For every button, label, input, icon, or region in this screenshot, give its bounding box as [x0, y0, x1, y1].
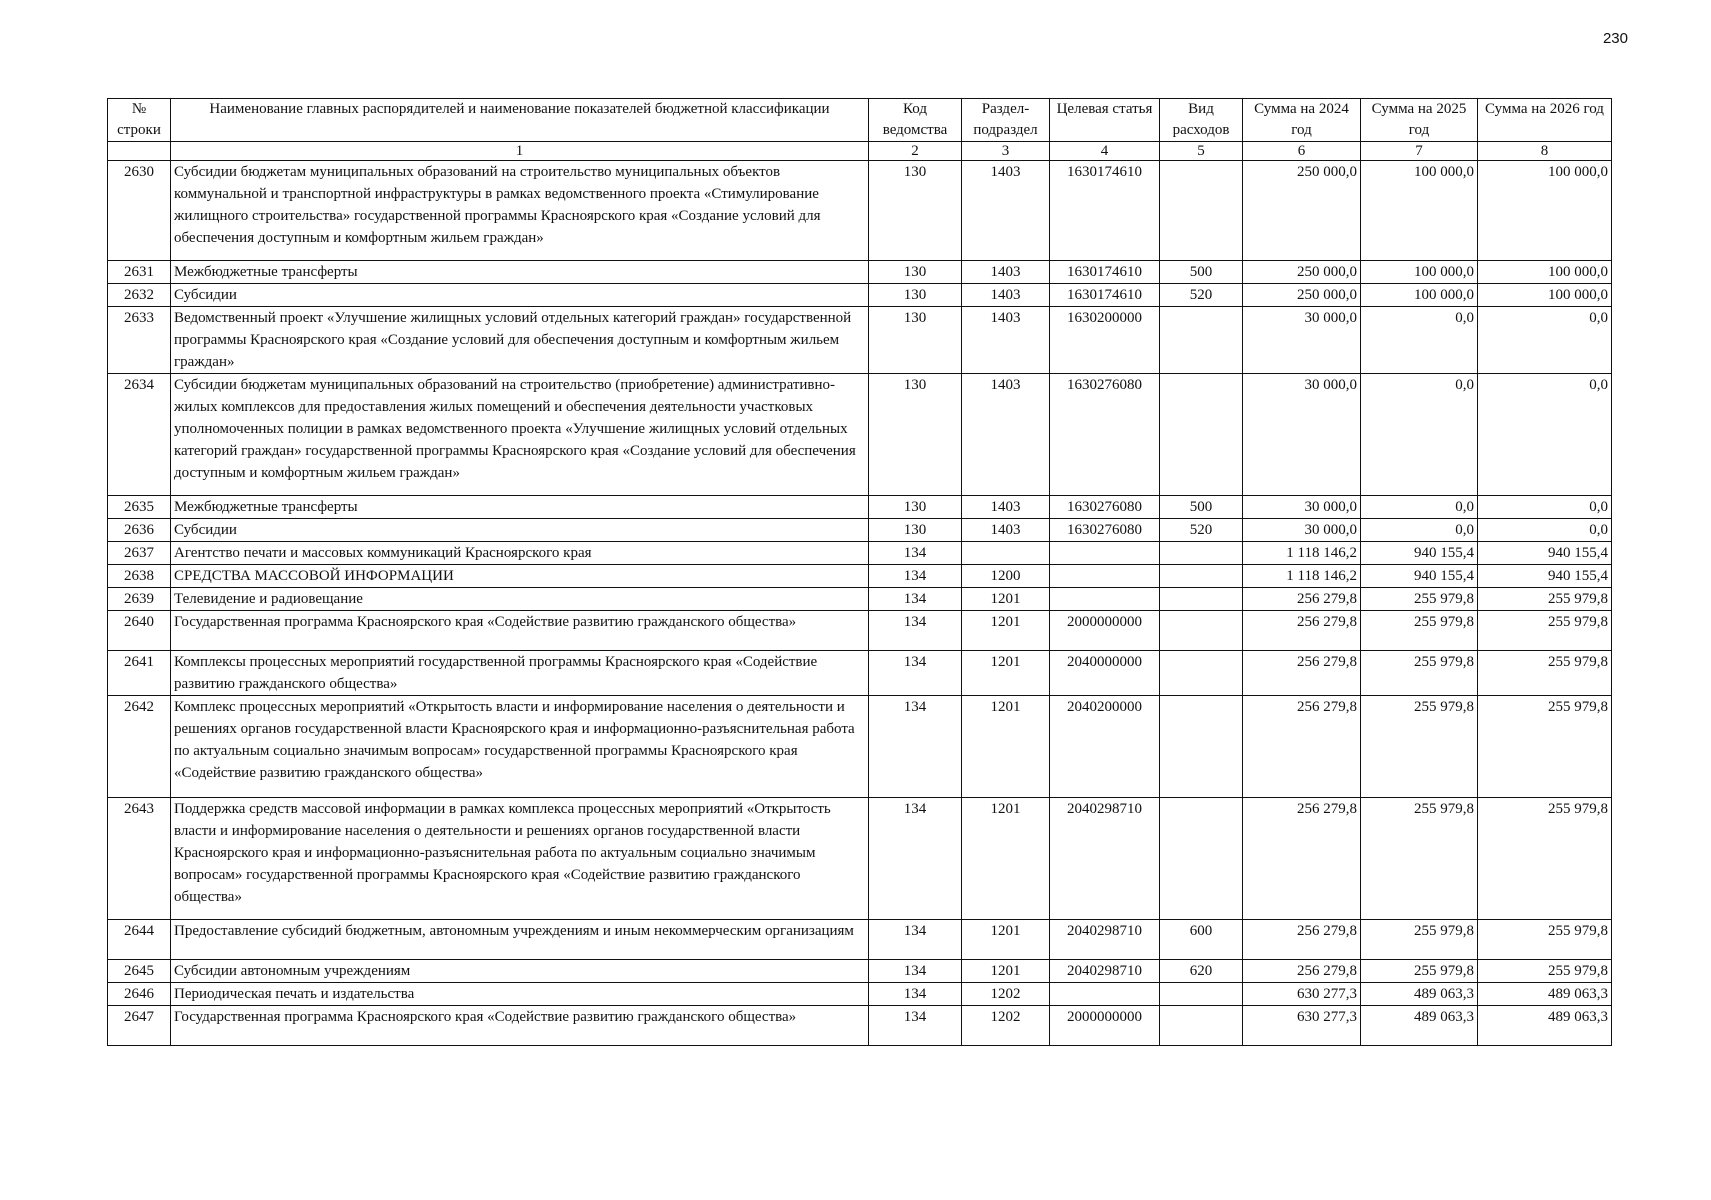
table-body — [108, 161, 1612, 1046]
expense-type: 520 — [1160, 519, 1243, 542]
expense-type — [1160, 696, 1243, 798]
target-article — [1050, 565, 1160, 588]
target-article: 2040200000 — [1050, 696, 1160, 798]
target-article: 2000000000 — [1050, 1006, 1160, 1046]
column-number — [108, 142, 171, 161]
dept-code: 134 — [869, 920, 962, 960]
table-row — [108, 519, 1612, 542]
dept-code: 130 — [869, 374, 962, 496]
row-number: 2631 — [108, 261, 171, 284]
sum-2024: 256 279,8 — [1243, 920, 1361, 960]
row-name: Государственная программа Красноярского края «Содействие развитию гражданского общества» — [171, 611, 869, 651]
expense-type — [1160, 307, 1243, 374]
expense-type: 620 — [1160, 960, 1243, 983]
row-number: 2632 — [108, 284, 171, 307]
sum-2025: 255 979,8 — [1361, 798, 1478, 920]
table-header — [108, 99, 1612, 161]
row-number: 2638 — [108, 565, 171, 588]
section-code: 1201 — [962, 588, 1050, 611]
target-article — [1050, 588, 1160, 611]
target-article: 1630174610 — [1050, 161, 1160, 261]
sum-2025: 0,0 — [1361, 307, 1478, 374]
sum-2024: 250 000,0 — [1243, 161, 1361, 261]
expense-type: 500 — [1160, 261, 1243, 284]
sum-2024: 630 277,3 — [1243, 1006, 1361, 1046]
row-number: 2644 — [108, 920, 171, 960]
row-number: 2636 — [108, 519, 171, 542]
sum-2024: 1 118 146,2 — [1243, 542, 1361, 565]
row-name: Комплекс процессных мероприятий «Открытость власти и информирование населения о деятельности и решениях органов государственной власти Красноярского края и информационно-разъяснительная работа по актуальным социально значимым вопросам» государственной программы Красноярского края «Содействие развитию гражданского общества» — [171, 696, 869, 798]
target-article — [1050, 983, 1160, 1006]
sum-2026: 255 979,8 — [1478, 696, 1612, 798]
column-number: 5 — [1160, 142, 1243, 161]
section-code: 1201 — [962, 798, 1050, 920]
dept-code: 130 — [869, 496, 962, 519]
row-name: Государственная программа Красноярского края «Содействие развитию гражданского общества» — [171, 1006, 869, 1046]
table-row — [108, 161, 1612, 261]
dept-code: 134 — [869, 696, 962, 798]
sum-2026: 255 979,8 — [1478, 588, 1612, 611]
section-code — [962, 542, 1050, 565]
row-number: 2634 — [108, 374, 171, 496]
table-row — [108, 496, 1612, 519]
row-name: Субсидии — [171, 284, 869, 307]
row-name: Предоставление субсидий бюджетным, автономным учреждениям и иным некоммерческим организациям — [171, 920, 869, 960]
sum-2024: 250 000,0 — [1243, 261, 1361, 284]
expense-type: 500 — [1160, 496, 1243, 519]
target-article: 1630174610 — [1050, 261, 1160, 284]
table-row — [108, 261, 1612, 284]
expense-type — [1160, 588, 1243, 611]
sum-2026: 255 979,8 — [1478, 651, 1612, 696]
sum-2025: 489 063,3 — [1361, 1006, 1478, 1046]
dept-code: 134 — [869, 983, 962, 1006]
section-code: 1201 — [962, 611, 1050, 651]
table-row — [108, 1006, 1612, 1046]
column-number: 4 — [1050, 142, 1160, 161]
column-number: 1 — [171, 142, 869, 161]
column-number: 6 — [1243, 142, 1361, 161]
row-number: 2647 — [108, 1006, 171, 1046]
sum-2026: 0,0 — [1478, 374, 1612, 496]
row-number: 2635 — [108, 496, 171, 519]
sum-2026: 255 979,8 — [1478, 920, 1612, 960]
sum-2025: 940 155,4 — [1361, 542, 1478, 565]
target-article: 2040298710 — [1050, 798, 1160, 920]
expense-type — [1160, 798, 1243, 920]
sum-2024: 1 118 146,2 — [1243, 565, 1361, 588]
table-row — [108, 588, 1612, 611]
table-row — [108, 696, 1612, 798]
row-number: 2643 — [108, 798, 171, 920]
sum-2024: 30 000,0 — [1243, 374, 1361, 496]
row-name: Ведомственный проект «Улучшение жилищных условий отдельных категорий граждан» государственной программы Красноярского края «Создание условий для обеспечения доступным и комфортным жильем граждан» — [171, 307, 869, 374]
dept-code: 130 — [869, 519, 962, 542]
sum-2024: 30 000,0 — [1243, 307, 1361, 374]
row-name: Межбюджетные трансферты — [171, 496, 869, 519]
section-code: 1201 — [962, 651, 1050, 696]
column-number: 8 — [1478, 142, 1612, 161]
column-number: 7 — [1361, 142, 1478, 161]
header-target-article: Целевая статья — [1050, 99, 1160, 142]
sum-2024: 30 000,0 — [1243, 496, 1361, 519]
dept-code: 134 — [869, 1006, 962, 1046]
sum-2025: 255 979,8 — [1361, 920, 1478, 960]
row-name: Субсидии автономным учреждениям — [171, 960, 869, 983]
header-section: Раздел-подраздел — [962, 99, 1050, 142]
table-row — [108, 542, 1612, 565]
sum-2026: 489 063,3 — [1478, 983, 1612, 1006]
sum-2025: 0,0 — [1361, 374, 1478, 496]
sum-2024: 256 279,8 — [1243, 611, 1361, 651]
sum-2025: 255 979,8 — [1361, 611, 1478, 651]
header-name: Наименование главных распорядителей и наименование показателей бюджетной классификации — [171, 99, 869, 142]
sum-2024: 30 000,0 — [1243, 519, 1361, 542]
target-article: 2040298710 — [1050, 960, 1160, 983]
sum-2024: 256 279,8 — [1243, 798, 1361, 920]
table-row — [108, 983, 1612, 1006]
row-number: 2630 — [108, 161, 171, 261]
sum-2026: 489 063,3 — [1478, 1006, 1612, 1046]
sum-2026: 100 000,0 — [1478, 261, 1612, 284]
section-code: 1403 — [962, 519, 1050, 542]
header-row-number: № строки — [108, 99, 171, 142]
section-code: 1201 — [962, 920, 1050, 960]
sum-2026: 940 155,4 — [1478, 565, 1612, 588]
page-number: 230 — [1602, 30, 1628, 47]
sum-2025: 489 063,3 — [1361, 983, 1478, 1006]
table-row — [108, 611, 1612, 651]
target-article: 2000000000 — [1050, 611, 1160, 651]
target-article: 1630276080 — [1050, 519, 1160, 542]
budget-table — [107, 98, 1612, 1046]
table-row — [108, 960, 1612, 983]
row-number: 2640 — [108, 611, 171, 651]
sum-2026: 0,0 — [1478, 496, 1612, 519]
dept-code: 134 — [869, 565, 962, 588]
table-row — [108, 284, 1612, 307]
row-name: Телевидение и радиовещание — [171, 588, 869, 611]
section-code: 1403 — [962, 284, 1050, 307]
sum-2026: 255 979,8 — [1478, 611, 1612, 651]
dept-code: 134 — [869, 960, 962, 983]
table-row — [108, 565, 1612, 588]
target-article: 2040298710 — [1050, 920, 1160, 960]
row-number: 2642 — [108, 696, 171, 798]
sum-2025: 255 979,8 — [1361, 960, 1478, 983]
expense-type: 600 — [1160, 920, 1243, 960]
target-article: 2040000000 — [1050, 651, 1160, 696]
header-sum-2024: Сумма на 2024 год — [1243, 99, 1361, 142]
sum-2026: 255 979,8 — [1478, 798, 1612, 920]
section-code: 1403 — [962, 374, 1050, 496]
dept-code: 134 — [869, 611, 962, 651]
target-article: 1630276080 — [1050, 496, 1160, 519]
row-number: 2639 — [108, 588, 171, 611]
table-row — [108, 798, 1612, 920]
row-name: Комплексы процессных мероприятий государственной программы Красноярского края «Содействие развитию гражданского общества» — [171, 651, 869, 696]
section-code: 1201 — [962, 960, 1050, 983]
section-code: 1202 — [962, 1006, 1050, 1046]
sum-2025: 940 155,4 — [1361, 565, 1478, 588]
sum-2026: 255 979,8 — [1478, 960, 1612, 983]
expense-type: 520 — [1160, 284, 1243, 307]
target-article: 1630200000 — [1050, 307, 1160, 374]
expense-type — [1160, 542, 1243, 565]
row-name: Межбюджетные трансферты — [171, 261, 869, 284]
section-code: 1200 — [962, 565, 1050, 588]
sum-2025: 0,0 — [1361, 519, 1478, 542]
section-code: 1201 — [962, 696, 1050, 798]
section-code: 1403 — [962, 161, 1050, 261]
sum-2024: 256 279,8 — [1243, 588, 1361, 611]
sum-2025: 255 979,8 — [1361, 651, 1478, 696]
sum-2026: 100 000,0 — [1478, 284, 1612, 307]
dept-code: 134 — [869, 588, 962, 611]
row-name: Субсидии бюджетам муниципальных образований на строительство (приобретение) административно-жилых комплексов для предоставления жилых помещений и обеспечения деятельности участковых уполномоченных полиции в рамках ведомственного проекта «Улучшение жилищных условий отдельных категорий граждан» государственной программы Красноярского края «Создание условий для обеспечения доступным и комфортным жильем граждан» — [171, 374, 869, 496]
sum-2024: 250 000,0 — [1243, 284, 1361, 307]
section-code: 1403 — [962, 261, 1050, 284]
sum-2025: 0,0 — [1361, 496, 1478, 519]
expense-type — [1160, 983, 1243, 1006]
expense-type — [1160, 565, 1243, 588]
row-name: СРЕДСТВА МАССОВОЙ ИНФОРМАЦИИ — [171, 565, 869, 588]
sum-2026: 0,0 — [1478, 519, 1612, 542]
sum-2025: 100 000,0 — [1361, 261, 1478, 284]
row-name: Поддержка средств массовой информации в рамках комплекса процессных мероприятий «Открытость власти и информирование населения о деятельности и решениях органов государственной власти Красноярского края и информационно-разъяснительная работа по актуальным социально значимым вопросам» государственной программы Красноярского края «Содействие развитию гражданского общества» — [171, 798, 869, 920]
expense-type — [1160, 611, 1243, 651]
table-row — [108, 920, 1612, 960]
dept-code: 134 — [869, 798, 962, 920]
table-row — [108, 307, 1612, 374]
row-name: Субсидии — [171, 519, 869, 542]
row-number: 2641 — [108, 651, 171, 696]
dept-code: 130 — [869, 261, 962, 284]
row-name: Агентство печати и массовых коммуникаций Красноярского края — [171, 542, 869, 565]
header-sum-2025: Сумма на 2025 год — [1361, 99, 1478, 142]
row-number: 2646 — [108, 983, 171, 1006]
expense-type — [1160, 651, 1243, 696]
header-row — [108, 99, 1612, 142]
row-name: Субсидии бюджетам муниципальных образований на строительство муниципальных объектов коммунальной и транспортной инфраструктуры в рамках ведомственного проекта «Стимулирование жилищного строительства» государственной программы Красноярского края «Создание условий для обеспечения доступным и комфортным жильем граждан» — [171, 161, 869, 261]
sum-2026: 100 000,0 — [1478, 161, 1612, 261]
sum-2025: 100 000,0 — [1361, 284, 1478, 307]
sum-2025: 255 979,8 — [1361, 588, 1478, 611]
header-dept-code: Код ведомства — [869, 99, 962, 142]
sum-2024: 256 279,8 — [1243, 651, 1361, 696]
expense-type — [1160, 374, 1243, 496]
sum-2024: 256 279,8 — [1243, 696, 1361, 798]
sum-2026: 940 155,4 — [1478, 542, 1612, 565]
column-number-row — [108, 142, 1612, 161]
target-article: 1630276080 — [1050, 374, 1160, 496]
header-expense-type: Вид расходов — [1160, 99, 1243, 142]
section-code: 1403 — [962, 307, 1050, 374]
dept-code: 130 — [869, 307, 962, 374]
target-article — [1050, 542, 1160, 565]
section-code: 1403 — [962, 496, 1050, 519]
row-number: 2645 — [108, 960, 171, 983]
sum-2025: 255 979,8 — [1361, 696, 1478, 798]
dept-code: 130 — [869, 161, 962, 261]
dept-code: 130 — [869, 284, 962, 307]
column-number: 2 — [869, 142, 962, 161]
dept-code: 134 — [869, 651, 962, 696]
row-number: 2633 — [108, 307, 171, 374]
row-number: 2637 — [108, 542, 171, 565]
section-code: 1202 — [962, 983, 1050, 1006]
sum-2024: 630 277,3 — [1243, 983, 1361, 1006]
table-row — [108, 374, 1612, 496]
table-row — [108, 651, 1612, 696]
dept-code: 134 — [869, 542, 962, 565]
header-sum-2026: Сумма на 2026 год — [1478, 99, 1612, 142]
sum-2026: 0,0 — [1478, 307, 1612, 374]
expense-type — [1160, 1006, 1243, 1046]
sum-2025: 100 000,0 — [1361, 161, 1478, 261]
row-name: Периодическая печать и издательства — [171, 983, 869, 1006]
target-article: 1630174610 — [1050, 284, 1160, 307]
sum-2024: 256 279,8 — [1243, 960, 1361, 983]
column-number: 3 — [962, 142, 1050, 161]
expense-type — [1160, 161, 1243, 261]
